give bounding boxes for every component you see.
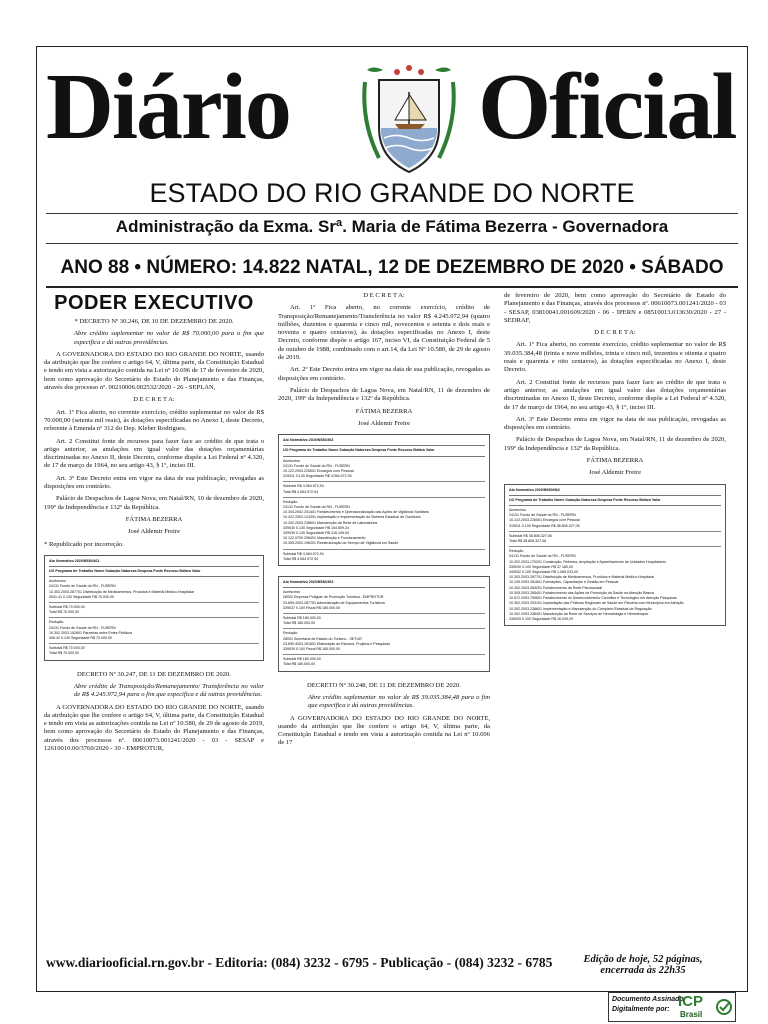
table-columns: UO Programa de Trabalho Nome Subação Natureza Despesa Fonte Recurso Bófara Valor [283,448,485,456]
masthead [36,55,748,178]
table-row: 28002 Empresa Potiguar de Promoção Turística - EMPROTUR [283,595,384,600]
masthead-word-left: Diário [46,55,290,159]
table-columns: UO Programa de Trabalho Nome Subação Natureza Despesa Fonte Recurso Bófara Valor [509,498,721,506]
decree-article: Art. 2 Constitui fonte de recursos para fazer face ao crédito de que trata o artigo anterior, as anulações em igual valor das dotações orçamentárias discriminadas no Anexo II, deste Decreto, conforme dispõe a Lei Federal nº 4.320, de 17 de março de 1964, no seu artigo 43, § 1º, inciso III. [504,378,726,411]
divider [46,286,738,288]
divider [49,617,259,618]
table-row: 339037 0.100 Fiscal R$ 180.000,00 [283,605,340,610]
table-row: 10.572.2003.759601 Fortalecimento do Desenvolvimento Científico e Tecnológico em Atenção Pesquisas [509,596,677,601]
table-row: 10.302.2003.238401 Manutenção da Rede de Serviços de Hematologia e Hemoterapia [509,611,648,616]
table-row: 10.122.2003.226501 Encargos com Pessoal [283,468,354,473]
table-subtotal: Subtotal R$ 180.000,00 [283,657,321,662]
table-row: 10.303.2003.287701 Distribuição de Medicamentos, Produtos e Material Médico-Hospitalar [509,575,655,580]
table-subtotal: Subtotal R$ 4.064.972,94 [283,551,324,556]
divider [283,549,485,550]
decree-paragraph: A GOVERNADORA DO ESTADO DO RIO GRANDE DO NORTE, usando da atribuição que lhe confere o artigo 64, V, última parte, da Constituição Estadual e tendo em vista as autorizações contida na Lei nº 10.580, de 29 de agosto de 2019, bem como aprovação do Secretário de Estado do Planejamento e das Finanças, através dos processos nº. 00610073.001241/2020 - 03 - SESAP e 12610010.00/3760/2020 - 30 - EMPROTUR, [44,703,264,753]
table-columns: UO Programa de Trabalho Nome Subação Natureza Despesa Fonte Recurso Bófara Valor [49,569,259,577]
table-row: 24131 Fundo de Saúde do RN - FUSERN [509,554,576,559]
table-row: 10.422.2003.124301 Implantação e Implementação do Sistema Estadual de Ouvidoria [283,515,421,520]
table-subtotal: Subtotal R$ 4.064.972,94 [283,484,324,489]
table-row: 339030 0.130 Seguridade R$ 154.609,24 [283,525,349,530]
decree-title: DECRETO Nº 30.248, DE 11 DE DEZEMBRO DE 2020. [307,681,461,689]
decree-article: Art. 1º Fica aberto, no corrente exercício, crédito de Transposição/Remanejamento/Transferência no valor R$ 4.245.972,94 (quatro milhões, duzentos e quarenta e cinco mil, novecentos e setenta e dois reais e noventa e quatro centavos), às dotações especificadas no Anexo I, deste Decreto, conforme dispõe o artigo 167, inciso VI, da Constituição Federal de 5 de outubro de 1988, combinado com o art.14, da Lei Nº 10.580, de 29 de agosto de 2019. [278,304,490,362]
table-row: 24131 Fundo de Saúde do RN - FUSERN [49,625,116,630]
edition-note [574,954,712,976]
divider [46,213,738,214]
table-row: 10.302.2003.293101 Implantação das Políticas Regionais de Saúde em Parceria com Municípios em Atenção [509,601,684,606]
signature-secondary: José Aldemir Freire [127,528,180,536]
decree-ementa: Abre crédito suplementar no valor de R$ 70.000,00 para o fim que especifica e dá outras providências. [74,330,264,346]
decree-place-date: Palácio de Despachos de Lagoa Nova, em Natal/RN, 11 de dezembro de 2020, 199º da Independência e 132º da República. [504,436,726,452]
decreta-heading: D E C R E T A: [363,292,405,299]
digital-signature-badge [608,992,736,1022]
cert-label-1: Documento Assinado [612,996,684,1003]
table-row: 408.42 0.130 Seguridade R$ 70.000,00 [49,636,112,641]
table-total: Total R$ 180.000,00 [283,662,316,667]
table-header: Ato Normativo 2020/N530/363 [283,580,485,588]
table-row: 10.302.2003.238601 Manutenção da Rede de Laboratórios [283,520,378,525]
decree-title: * DECRETO Nº 30.246, DE 10 DE DEZEMBRO DE 2020. [74,318,234,325]
table-row: 10.302.2003.238601 Implementação e Manutenção do Complexo Estadual de Regulação [509,606,652,611]
edition-closing: encerrada às 22h35 [600,965,686,976]
budget-table [278,576,490,672]
decree-article: Art. 3º Este Decreto entra em vigor na data de sua publicação, revogadas as disposições em contrário. [504,415,726,432]
table-total: Total R$ 180.000,00 [283,621,316,626]
decree-article: Art. 1º Fica aberto, no corrente exercício, crédito suplementar no valor de R$ 70.000,00 (setenta mil reais), às dotações especificadas no Anexo I, deste Decreto, referente à Emenda nº 312 do Dep. Kleber Rodrigues. [44,408,264,433]
table-row: 10.126.2003.281601 Formações, Capacitação e Gestão em Pessoal [509,580,619,585]
table-total: Total R$ 4.064.972,94 [283,489,319,494]
table-row: 449052 0.100 Seguridade R$ 1.069.033,00 [509,570,578,575]
table-row: 10.302.2003.283201 Fortalecimento da Rede Psicossocial [509,585,603,590]
signature-name: FÁTIMA BEZERRA [355,407,413,415]
divider [283,497,485,498]
decreta-heading: D E C R E T A: [594,329,636,337]
table-row: 24131 Fundo de Saúde do RN - FUSERN [509,513,576,518]
table-row: 319011 0.130 Seguridade R$ 4.064.972,94 [283,474,352,479]
decree-title: DECRETO Nº 30.247, DE 11 DE DEZEMBRO DE 2020. [77,670,231,678]
divider [509,531,721,532]
column-3 [504,292,726,947]
decree-ementa: Abre crédito de Transposição/Remanejamento/ Transferência no valor de R$ 4.245.972,94 para o fim que especifica e dá outras providências. [74,682,264,699]
decree-place-date: Palácio de Despachos de Lagoa Nova, em Natal/RN, 10 de dezembro de 2020, 199º da Independência e 132º da República. [44,495,264,511]
decree-paragraph: A GOVERNADORA DO ESTADO DO RIO GRANDE DO NORTE, usando da atribuição que lhe confere o artigo 64, V, última parte, da Constituição Estadual e tendo em vista a autorização contida na Lei nº 10.696 de 17 de fevereiro de 2020, bem como aprovação do Secretário de Estado do Planejamento e das Finanças, através dos processo nº. 00210006.002532/2020 - 26 - SEPLAN, [44,350,264,392]
table-row: Acréscimo [509,508,526,513]
signature-secondary: José Aldemir Freire [588,469,641,477]
table-row: 23.695.4003.287751 Administração de Equipamentos Turísticos [283,600,385,605]
state-name: ESTADO DO RIO GRANDE DO NORTE [149,178,635,208]
table-row: 10.122.2003.226501 Encargos com Pessoal [509,518,580,523]
signature-secondary: José Aldemir Freire [357,419,410,427]
table-row: Redução [509,549,524,554]
divider [49,602,259,603]
table-row: 339039 0.100 Fiscal R$ 180.000,00 [283,647,340,652]
cert-logo-country: Brasil [680,1010,703,1019]
table-row: 10.302.2003.152601 Parcerias entre Entes Públicos [49,630,133,635]
table-row: 339039 0.130 Seguridade R$ 316.106,94 [283,531,349,535]
table-row: 28001 Secretaria de Estado do Turismo - SETUR [283,636,362,641]
signature-name: FÁTIMA BEZERRA [125,515,183,523]
table-row: 3041.41 0.130 Seguridade R$ 70.000,00 [49,594,114,599]
table-row: 10.303.2003.287701 Distribuição de Medicamentos, Produtos e Material Médico-Hospitalar [49,589,195,594]
table-row: Redução [49,620,64,625]
administration-line: Administração da Exma. Srª. Maria de Fátima Bezerra - Governadora [115,217,669,236]
table-total: Total R$ 70.000,00 [49,651,80,656]
table-total: Total R$ 70.000,00 [49,610,80,615]
divider [283,654,485,655]
republication-note: * Republicado por incorreção. [44,540,124,548]
table-row: Redução [283,631,298,636]
decree-ementa: Abre crédito suplementar no valor de R$ 39.035.384,48 para o fim que especifica e dá outras providências. [308,693,490,710]
table-subtotal: Subtotal R$ 70.000,00 [49,605,85,610]
cert-logo-text: ICP [678,993,704,1010]
edition-pages: Edição de hoje, 52 páginas, [583,954,703,965]
decree-article: Art. 1º Fica aberto, no corrente exercício, crédito suplementar no valor de R$ 39.035.384,48 (trinta e nove milhões, trinta e cinco mil, trezentos e oitenta e quatro reais e quarenta e oito centavos), às dotações especificadas no Anexo I, deste Decreto. [504,341,726,374]
table-subtotal: Subtotal R$ 180.000,00 [283,616,321,621]
table-row: 10.305.2003.285401 Fortalecimento das Ações de Promoção da Saúde na Atenção Básica [509,590,654,595]
divider [46,243,738,244]
decree-article: Art. 3º Este Decreto entra em vigor na data de sua publicação, revogadas as disposições em contrário. [44,474,264,491]
decreta-heading: D E C R E T A: [133,396,175,404]
divider [49,643,259,644]
table-row: 24131 Fundo de Saúde do RN - FUSERN [283,463,350,468]
table-row: 319011 0.100 Seguridade R$ 38.806.327,06 [509,523,580,528]
budget-table [44,555,264,661]
state-coat-of-arms-icon [359,62,459,178]
footer-contact-line: www.diariooficial.rn.gov.br - Editoria: (084) 3232 - 6795 - Publicação - (084) 3232 - 6785 [46,955,553,970]
column-2 [278,292,490,947]
table-total: Total R$ 38.806.327,06 [509,539,547,544]
decree-paragraph: de fevereiro de 2020, bem como aprovação do Secretário de Estado do Planejamento e das Finanças, através dos processos nº. 00610073.001241/2020 - 03 - SESAP, 03810041.001609/2020 - 06 - IPERN e 08510013.013630/2020 - 27 - SEDRAF, [504,292,726,324]
table-header: Ato Normativo 2020/N530/461 [49,559,259,567]
table-total: Total R$ 4.064.972,94 [283,556,319,561]
table-header: Ato Normativo 2020/N530/363 [283,438,485,446]
table-row: 10.302.2003.170201 Construção, Reforma, Ampliação e Aparelhamento de Unidades Hospitalares [509,559,667,564]
table-row: 339039 0.100 Seguridade R$ 16.049,29 [509,616,573,621]
issue-line: ANO 88 • NÚMERO: 14.822 NATAL, 12 DE DEZEMBRO DE 2020 • SÁBADO [60,257,724,278]
table-row: 339030 0.100 Seguridade R$ 37.180,00 [509,564,573,569]
masthead-word-right: Oficial [478,55,736,159]
table-row: 24131 Fundo de Saúde do RN - FUSERN [49,584,116,589]
table-row: Acréscimo [283,458,300,463]
divider [283,628,485,629]
budget-table [278,434,490,566]
budget-table [504,484,726,626]
table-row: 23.695.4003.161601 Elaboração de Estudos, Projetos e Pesquisas [283,641,390,646]
decree-place-date: Palácio de Despachos de Lagoa Nova, em Natal/RN, 11 de dezembro de 2020, 199º da Independência e 132º da República. [278,386,490,403]
cert-label-2: Digitalmente por: [612,1006,670,1013]
column-1 [44,292,264,947]
table-header: Ato Normativo 2020/N530/N62 [509,488,721,496]
table-row: 24131 Fundo de Saúde do RN - FUSERN [283,504,350,509]
decree-article: Art. 2 Constitui fonte de recursos para fazer face ao crédito de que trata o artigo anterior, as anulações em igual valor das dotações orçamentárias discriminadas no Anexo II, deste Decreto, conforme dispõe a Lei Federal nº 4.320, de 17 de março de 1964, no seu artigo 43, § 1º, inciso III. [44,437,264,470]
divider [283,481,485,482]
table-row: Redução [283,499,298,504]
signature-name: FÁTIMA BEZERRA [586,457,644,465]
table-row: 10.304.2002.241401 Fortalecimento e Operacionalização das Ações de Vigilância Sanitária [283,510,429,515]
table-row: Acréscimo [49,579,66,584]
table-row: 10.305.2002.196201 Reestruturação do Serviço de Vigilância em Saúde [283,541,399,546]
table-row: 10.122.0700.208401 Manutenção e Funcionamento [283,536,366,541]
divider [509,546,721,547]
table-subtotal: Subtotal R$ 38.806.327,06 [509,533,552,538]
section-title: PODER EXECUTIVO [54,292,254,314]
table-subtotal: Subtotal R$ 70.000,00 [49,646,85,651]
divider [283,613,485,614]
decree-article: Art. 2º Este Decreto entra em vigor na data de sua publicação, revogadas as disposições em contrário. [278,366,490,382]
table-row: Acréscimo [283,590,300,595]
decree-paragraph: A GOVERNADORA DO ESTADO DO RIO GRANDE DO NORTE, usando da atribuição que lhe confere o artigo 64, V, última parte, da Constituição Estadual e tendo em vista a autorização contida na Lei nº 10.696 de 17 [278,714,490,747]
